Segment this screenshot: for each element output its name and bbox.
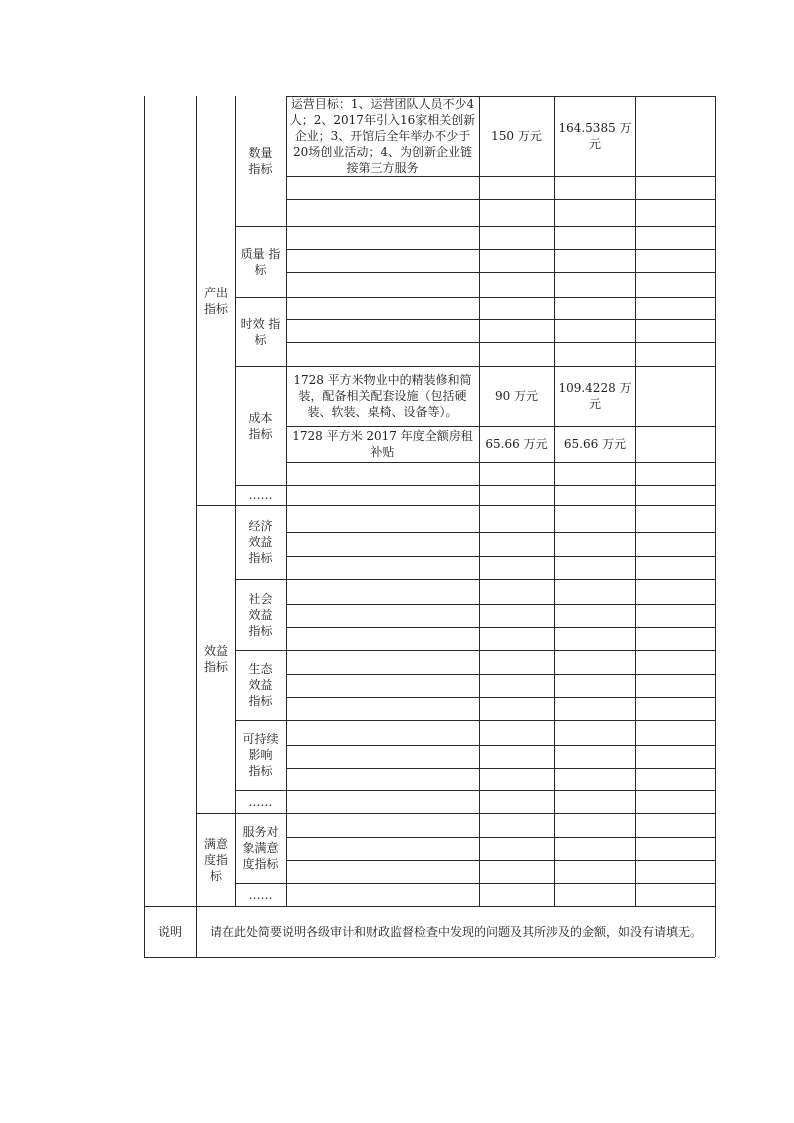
cost-row-1-target: 90 万元 xyxy=(494,389,539,403)
grid-line-v xyxy=(286,96,287,906)
output-ellipsis: …… xyxy=(248,488,273,502)
grid-line-h xyxy=(286,604,715,605)
benefit-ellipsis: …… xyxy=(248,794,273,809)
grid-line-h xyxy=(286,176,715,177)
cost-row-2-actual: 65.66 万元 xyxy=(563,437,627,451)
satisfaction-ellipsis: …… xyxy=(248,887,273,902)
note-text: 请在此处简要说明各级审计和财政监督检查中发现的问题及其所涉及的金额，如没有请填无。 xyxy=(209,924,702,939)
grid-line-h xyxy=(286,674,715,675)
grid-line-h xyxy=(286,342,715,343)
quantity-row-1-actual: 164.5385 万元 xyxy=(558,121,632,151)
grid-line-h xyxy=(286,272,715,273)
quantity-row-1-target: 150 万元 xyxy=(491,129,542,143)
grid-line-h xyxy=(286,297,715,298)
grid-line-h xyxy=(286,556,715,557)
grid-line-v xyxy=(196,96,197,906)
grid-line-h xyxy=(286,860,715,861)
quality-indicator-label: 质量 指 标 xyxy=(240,246,281,277)
timeliness-indicator-label: 时效 指 标 xyxy=(240,316,281,347)
grid-line-h xyxy=(286,249,715,250)
cost-row-2-description: 1728 平方米 2017 年度全额房租补贴 xyxy=(292,429,473,459)
grid-line-h xyxy=(286,720,715,721)
grid-line-h xyxy=(286,650,715,651)
grid-line-h xyxy=(286,883,715,884)
grid-line-v xyxy=(479,96,480,906)
benefit-indicator-label: 效益 指标 xyxy=(203,644,228,674)
cost-row-2-target: 65.66 万元 xyxy=(485,437,548,451)
grid-line-h xyxy=(286,505,715,506)
service-satisfaction-label: 服务对 象满意 度指标 xyxy=(242,825,279,871)
grid-line-h xyxy=(286,697,715,698)
grid-line-h xyxy=(144,957,715,958)
grid-line-h xyxy=(286,813,715,814)
cost-row-1-actual: 109.4228 万元 xyxy=(558,381,632,411)
grid-line-h xyxy=(286,226,715,227)
grid-line-h xyxy=(286,462,715,463)
cost-indicator-label: 成本 指标 xyxy=(248,410,273,441)
grid-line-h xyxy=(286,319,715,320)
satisfaction-indicator-label: 满意 度指 标 xyxy=(203,836,228,883)
output-indicator-label: 产出 指标 xyxy=(203,285,228,316)
grid-line-h xyxy=(286,837,715,838)
grid-line-h xyxy=(286,485,715,486)
grid-line-h xyxy=(286,532,715,533)
grid-line-v xyxy=(635,96,636,906)
social-benefit-label: 社会 效益 指标 xyxy=(248,591,273,638)
grid-line-v xyxy=(715,96,716,957)
sustainable-impact-label: 可持续 影响 指标 xyxy=(242,732,279,778)
ecological-benefit-label: 生态 效益 指标 xyxy=(248,662,273,708)
grid-line-h xyxy=(286,199,715,200)
grid-line-h xyxy=(286,579,715,580)
cost-row-1-description: 1728 平方米物业中的精装修和简装，配备相关配套设施（包括硬装、软装、桌椅、设备等）。 xyxy=(293,373,472,419)
grid-line-v xyxy=(144,96,145,957)
grid-line-h xyxy=(286,768,715,769)
quantity-row-1-description: 运营目标：1、运营团队人员不少4人；2、2017年引入16家相关创新企业；3、开馆后全年举办不少于20场创业活动；4、为创新企业链接第三方服务 xyxy=(289,97,476,175)
quantity-indicator-label: 数量 指标 xyxy=(248,146,273,176)
economic-benefit-label: 经济 效益 指标 xyxy=(248,519,273,565)
grid-line-h xyxy=(286,745,715,746)
grid-line-h xyxy=(286,627,715,628)
grid-line-h xyxy=(286,790,715,791)
note-label: 说明 xyxy=(157,924,182,939)
grid-line-v xyxy=(554,96,555,906)
